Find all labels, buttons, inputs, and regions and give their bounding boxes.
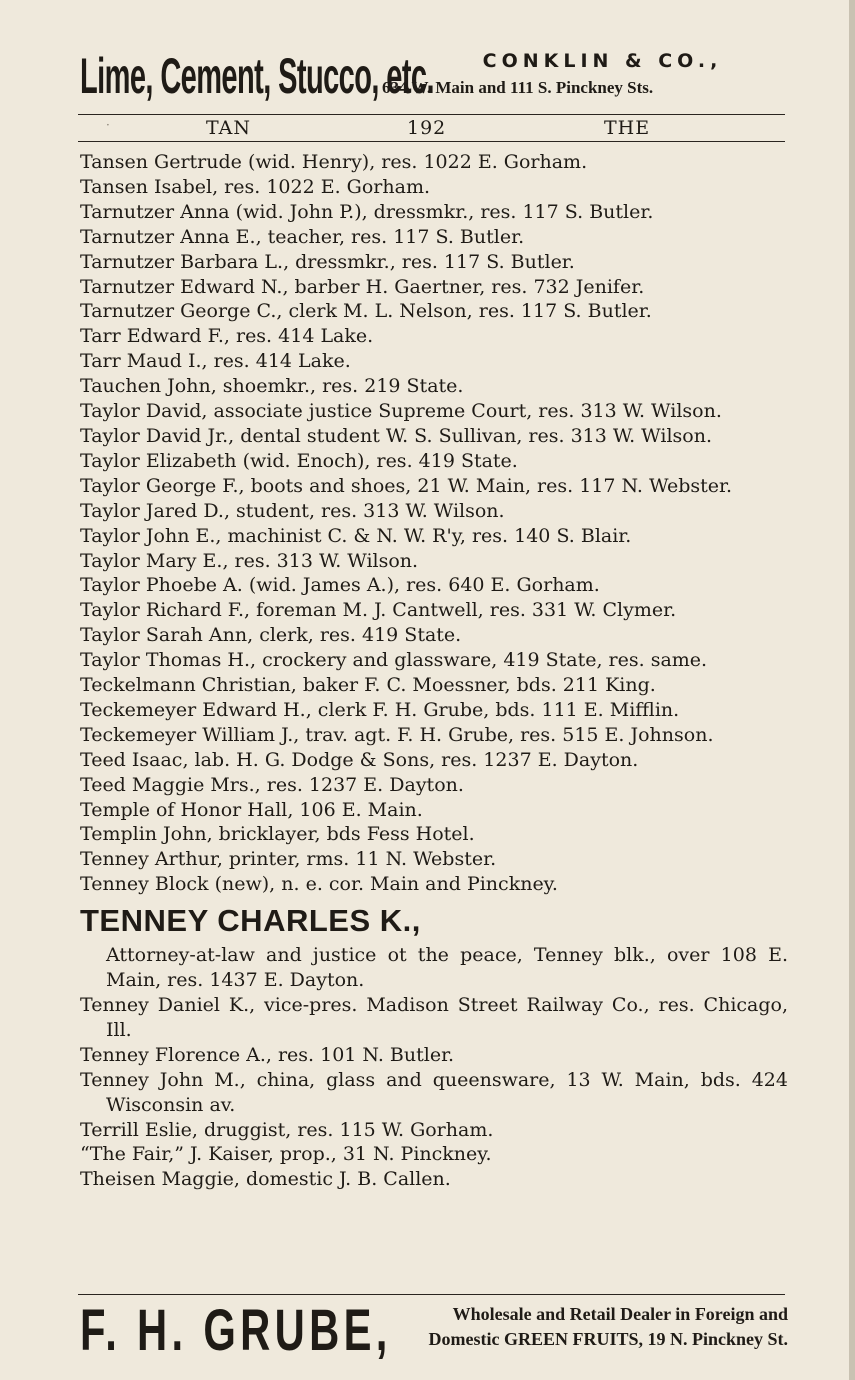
directory-listings [80,150,788,1192]
directory-entry: Taylor John E., machinist C. & N. W. R'y, res. 140 S. Blair. [80,524,632,547]
top-ad-headline: Lime, Cement, Stucco, etc. [80,48,434,104]
directory-entry: Tenney Arthur, printer, rms. 11 N. Webster. [80,848,497,871]
directory-entry: Tansen Isabel, res. 1022 E. Gorham. [80,175,430,198]
directory-entry: Tarr Maud I., res. 414 Lake. [80,350,351,373]
directory-entry: Taylor Thomas H., crockery and glassware, 419 State, res. same. [80,649,708,672]
listing-group-b [80,993,788,1192]
listing-group-a [80,150,788,897]
directory-entry: Tenney Block (new), n. e. cor. Main and Pinckney. [80,873,558,896]
top-advertisement [80,48,790,106]
page-edge [849,0,855,1380]
bottom-advertisement [80,1298,790,1363]
directory-entry: Tenney Florence A., res. 101 N. Butler. [80,1043,455,1066]
directory-entry: Tarnutzer Edward N., barber H. Gaertner, res. 732 Jenifer. [80,275,645,298]
bottom-ad-line-2: Domestic GREEN FRUITS, 19 N. Pinckney St. [428,1329,788,1349]
top-ad-company: CONKLIN & CO., [482,50,723,72]
top-ad-address: 634 W. Main and 111 S. Pinckney Sts. [382,78,654,97]
running-header-left: TAN [206,117,251,139]
directory-entry: Theisen Maggie, domestic J. B. Callen. [80,1168,451,1191]
directory-entry: Tarnutzer Anna E., teacher, res. 117 S. Butler. [80,225,525,248]
bottom-ad-headline: F. H. GRUBE, [80,1298,392,1363]
directory-entry: Taylor Sarah Ann, clerk, res. 419 State. [80,624,462,647]
page-number: 192 [407,117,447,139]
feature-heading: TENNEY CHARLES K., [80,903,421,939]
directory-entry: Teckemeyer William J., trav. agt. F. H. Grube, res. 515 E. Johnson. [80,723,714,746]
directory-entry: Templin John, bricklayer, bds Fess Hotel. [80,823,475,846]
directory-entry: Tarnutzer Anna (wid. John P.), dressmkr., res. 117 S. Butler. [80,200,654,223]
directory-entry: Taylor David, associate justice Supreme Court, res. 313 W. Wilson. [80,400,722,423]
header-rule [78,141,785,142]
directory-entry: Taylor Phoebe A. (wid. James A.), res. 640 E. Gorham. [80,574,600,597]
directory-entry: Teed Maggie Mrs., res. 1237 E. Dayton. [80,773,464,796]
directory-entry: Tarr Edward F., res. 414 Lake. [80,325,374,348]
directory-entry: Teckelmann Christian, baker F. C. Moessner, bds. 211 King. [80,674,656,697]
bottom-rule [78,1294,785,1295]
feature-text: Attorney-at-law and justice ot the peace, Tenney blk., over 108 E. Main, res. 1437 E. Dayton. [106,944,788,992]
directory-entry: Taylor Elizabeth (wid. Enoch), res. 419 State. [80,449,518,472]
directory-entry: “The Fair,” J. Kaiser, prop., 31 N. Pinckney. [80,1143,492,1166]
directory-entry: Teed Isaac, lab. H. G. Dodge & Sons, res. 1237 E. Dayton. [80,748,639,771]
directory-entry: Temple of Honor Hall, 106 E. Main. [80,798,423,821]
directory-entry: Tauchen John, shoemkr., res. 219 State. [80,375,464,398]
directory-entry: Terrill Eslie, druggist, res. 115 W. Gorham. [80,1118,494,1141]
directory-entry: Taylor Jared D., student, res. 313 W. Wilson. [80,499,505,522]
top-rule [78,114,785,115]
directory-entry: Teckemeyer Edward H., clerk F. H. Grube, bds. 111 E. Mifflin. [80,698,680,721]
directory-entry: Taylor Richard F., foreman M. J. Cantwell, res. 331 W. Clymer. [80,599,677,622]
bottom-ad-line-1: Wholesale and Retail Dealer in Foreign and [452,1304,788,1324]
directory-entry: Taylor Mary E., res. 313 W. Wilson. [80,549,419,572]
directory-entry: Tarnutzer George C., clerk M. L. Nelson, res. 117 S. Butler. [80,300,652,323]
running-header-right: THE [604,117,651,139]
directory-entry: Tansen Gertrude (wid. Henry), res. 1022 E. Gorham. [80,151,588,173]
printer-mark: · [106,118,110,132]
directory-entry: Tenney Daniel K., vice-pres. Madison Street Railway Co., res. Chicago, Ill. [80,994,788,1041]
directory-entry: Tarnutzer Barbara L., dressmkr., res. 117 S. Butler. [80,250,575,273]
directory-entry: Taylor George F., boots and shoes, 21 W. Main, res. 117 N. Webster. [80,474,733,497]
directory-entry: Taylor David Jr., dental student W. S. Sullivan, res. 313 W. Wilson. [80,424,712,447]
directory-entry: Tenney John M., china, glass and queensware, 13 W. Main, bds. 424 Wisconsin av. [80,1068,788,1116]
